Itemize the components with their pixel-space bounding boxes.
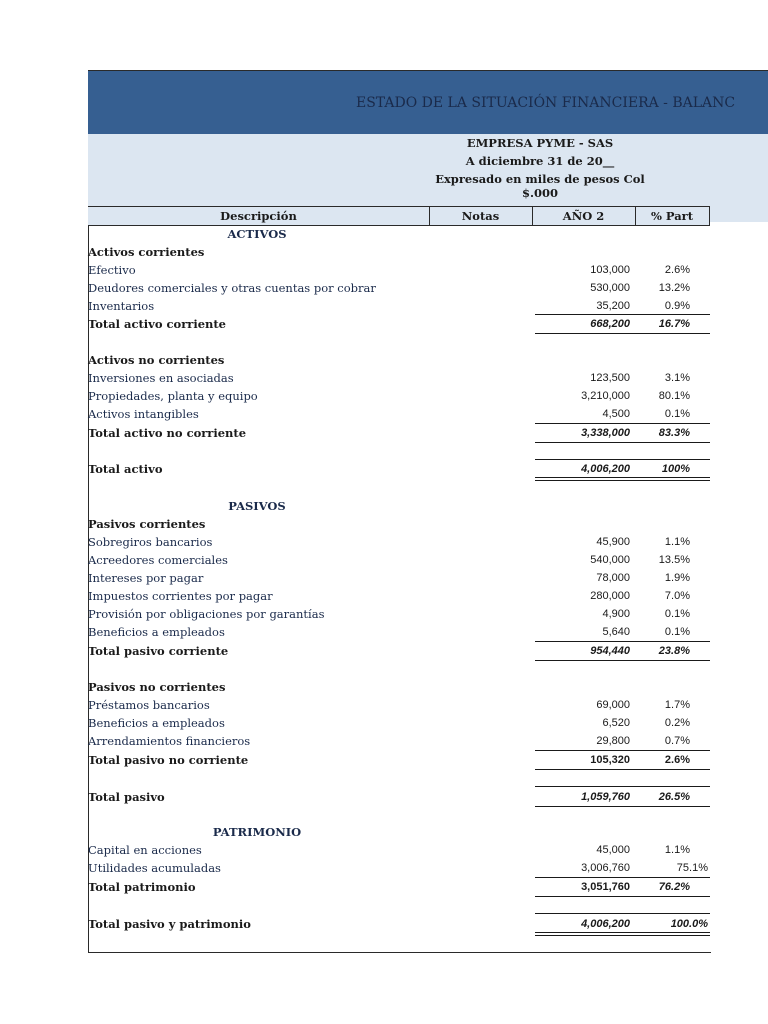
row-percent: 0.1% [664,626,690,638]
row-value: 668,200 [590,318,630,330]
row-value: 3,006,760 [581,862,630,874]
row-percent: 1.7% [664,699,690,711]
table-row[interactable] [88,551,710,569]
subtotal-rule [535,896,710,897]
row-label: Total activo no corriente [88,426,247,440]
column-header-part[interactable]: % Part [635,207,710,225]
table-row[interactable] [88,569,710,587]
table-row[interactable] [88,859,710,877]
table-row[interactable] [88,714,710,732]
row-label: Activos intangibles [88,407,199,421]
row-label: Pasivos corrientes [88,517,206,531]
row-label: Arrendamientos financieros [88,734,251,748]
double-total-rule [535,932,710,936]
row-label: Propiedades, planta y equipo [88,389,258,403]
table-row[interactable] [88,369,710,387]
total-rule [535,913,710,914]
row-value: 4,006,200 [581,918,630,930]
row-value: 4,900 [602,608,630,620]
row-percent: 83.3% [658,427,690,439]
table-row[interactable] [88,732,710,750]
row-label: Préstamos bancarios [88,698,210,712]
row-label: Total pasivo no corriente [88,753,249,767]
page-title: ESTADO DE LA SITUACIÓN FINANCIERA - BALANC [356,95,736,111]
row-label: Impuestos corrientes por pagar [88,589,273,603]
table-row[interactable] [88,623,710,641]
row-label: Activos no corrientes [88,353,225,367]
double-total-rule [535,477,710,481]
row-percent: 80.1% [658,390,690,402]
row-label: Capital en acciones [88,843,202,857]
table-row[interactable] [88,460,710,478]
row-percent: 100.0% [670,918,708,930]
subtotal-rule [535,660,710,661]
row-label: Total patrimonio [88,880,196,894]
row-value: 105,320 [590,754,630,766]
row-percent: 76.2% [658,881,690,893]
row-percent: 100% [661,463,690,475]
row-value: 29,800 [596,735,630,747]
table-row[interactable] [88,533,710,551]
table-row[interactable] [88,751,710,769]
column-header-row [88,206,710,226]
row-label: Pasivos no corrientes [88,680,226,694]
column-header-year[interactable]: AÑO 2 [532,207,636,225]
row-label: Activos corrientes [88,245,205,259]
company-name: EMPRESA PYME - SAS [466,136,614,150]
table-row[interactable] [88,387,710,405]
row-value: 3,338,000 [581,427,630,439]
table-row [88,243,710,261]
row-label: Provisión por obligaciones por garantías [88,607,325,621]
row-percent: 0.1% [664,608,690,620]
row-value: 6,520 [602,717,630,729]
table-row[interactable] [88,878,710,896]
table-row[interactable] [88,279,710,297]
section-patrimonio: PATRIMONIO [212,825,302,839]
row-label: Deudores comerciales y otras cuentas por cobrar [88,281,376,295]
table-row [88,678,710,696]
row-value: 69,000 [596,699,630,711]
row-label: Acreedores comerciales [88,553,228,567]
row-value: 540,000 [590,554,630,566]
row-label: Total pasivo y patrimonio [88,917,251,931]
row-label: Intereses por pagar [88,571,204,585]
column-header-notes[interactable]: Notas [429,207,533,225]
report-date: A diciembre 31 de 20__ [465,154,615,168]
row-percent: 0.7% [664,735,690,747]
table-row[interactable] [88,405,710,423]
row-percent: 0.1% [664,408,690,420]
table-row[interactable] [88,605,710,623]
row-value: 4,500 [602,408,630,420]
row-percent: 7.0% [664,590,690,602]
table-row[interactable] [88,261,710,279]
row-value: 123,500 [590,372,630,384]
row-value: 45,000 [596,844,630,856]
table-row[interactable] [88,424,710,442]
row-value: 530,000 [590,282,630,294]
row-label: Beneficios a empleados [88,716,225,730]
row-percent: 2.6% [664,754,690,766]
row-label: Inversiones en asociadas [88,371,234,385]
subtotal-rule [535,769,710,770]
row-value: 103,000 [590,264,630,276]
row-percent: 26.5% [658,791,690,803]
subtotal-rule [535,806,710,807]
row-label: Sobregiros bancarios [88,535,213,549]
section-activos: ACTIVOS [227,227,287,241]
row-label: Inventarios [88,299,155,313]
row-percent: 1.9% [664,572,690,584]
row-percent: 75.1% [676,862,708,874]
subtotal-rule [535,442,710,443]
table-row[interactable] [88,315,710,333]
table-row[interactable] [88,587,710,605]
row-value: 3,210,000 [581,390,630,402]
row-value: 1,059,760 [581,791,630,803]
row-value: 954,440 [590,645,630,657]
table-row[interactable] [88,297,710,315]
table-row[interactable] [88,841,710,859]
row-label: Total activo [88,462,163,476]
row-percent: 13.5% [658,554,690,566]
row-label: Utilidades acumuladas [88,861,221,875]
row-label: Beneficios a empleados [88,625,225,639]
table-row[interactable] [88,788,710,806]
row-value: 45,900 [596,536,630,548]
table-row[interactable] [88,915,710,933]
row-label: Total pasivo [88,790,165,804]
report-units: Expresado en miles de pesos Col $.000 [435,172,645,200]
row-value: 280,000 [590,590,630,602]
row-label: Efectivo [88,263,136,277]
row-value: 35,200 [596,300,630,312]
table-row [88,351,710,369]
row-percent: 13.2% [658,282,690,294]
column-header-description[interactable]: Descripción [88,207,430,225]
row-percent: 0.9% [664,300,690,312]
row-value: 3,051,760 [581,881,630,893]
title-band [88,70,768,135]
row-percent: 3.1% [664,372,690,384]
total-rule [535,786,710,787]
row-percent: 1.1% [664,844,690,856]
table-row[interactable] [88,642,710,660]
row-label: Total pasivo corriente [88,644,229,658]
subtotal-rule [535,333,710,334]
row-percent: 0.2% [664,717,690,729]
row-percent: 16.7% [658,318,690,330]
row-value: 5,640 [602,626,630,638]
row-value: 78,000 [596,572,630,584]
row-percent: 2.6% [664,264,690,276]
row-percent: 23.8% [658,645,690,657]
table-row[interactable] [88,696,710,714]
row-value: 4,006,200 [581,463,630,475]
row-label: Total activo corriente [88,317,226,331]
table-row [88,515,710,533]
section-pasivos: PASIVOS [228,499,286,513]
row-percent: 1.1% [664,536,690,548]
